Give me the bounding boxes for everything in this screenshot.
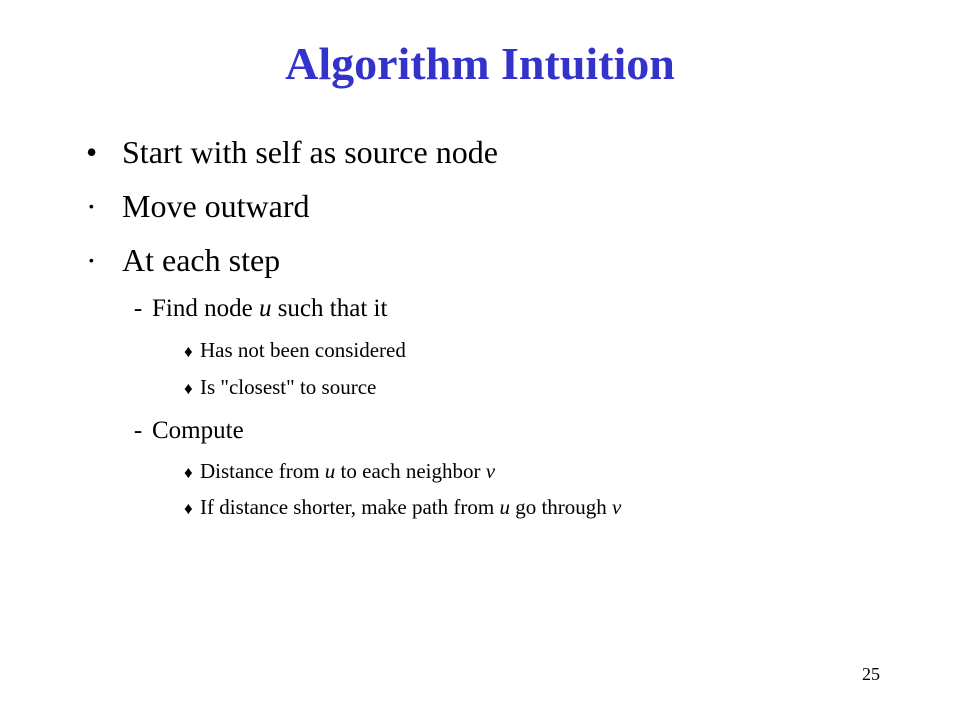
subbullet-text-part: Find node bbox=[152, 295, 259, 322]
diamond-item-not-considered bbox=[184, 337, 406, 365]
diamond-item-closest bbox=[184, 374, 376, 402]
subbullet-find-node bbox=[124, 294, 387, 324]
subbullet-text: Compute bbox=[152, 417, 244, 444]
diamond-item-text: Is "closest" to source bbox=[200, 375, 377, 399]
diamond-item-text: Has not been considered bbox=[200, 338, 406, 362]
diamond-icon: ♦ bbox=[184, 463, 193, 482]
diamond-icon: ♦ bbox=[184, 499, 193, 518]
dash-marker: - bbox=[133, 417, 143, 444]
bullet-move-outward bbox=[86, 187, 310, 225]
bullet-marker: • bbox=[86, 134, 98, 170]
diamond-item-text-part: go through bbox=[509, 495, 613, 519]
dash-marker: - bbox=[133, 295, 143, 322]
subbullet-text-part: such that it bbox=[271, 295, 388, 322]
bullet-marker: · bbox=[86, 188, 97, 224]
variable-v: v bbox=[485, 459, 496, 483]
diamond-item-text-part: to each neighbor bbox=[335, 459, 486, 483]
variable-u: u bbox=[324, 459, 336, 483]
variable-u: u bbox=[258, 295, 272, 322]
bullet-text: Move outward bbox=[122, 188, 310, 224]
bullet-start-with-self bbox=[86, 133, 498, 171]
diamond-icon: ♦ bbox=[184, 379, 193, 398]
bullet-at-each-step bbox=[86, 241, 280, 279]
variable-u: u bbox=[499, 495, 510, 519]
diamond-item-if-shorter bbox=[184, 494, 621, 522]
slide-title: Algorithm Intuition bbox=[285, 38, 675, 89]
diamond-item-text-part: Distance from bbox=[200, 459, 325, 483]
diamond-item-text-part: If distance shorter, make path from bbox=[200, 495, 500, 519]
bullet-text: Start with self as source node bbox=[122, 134, 498, 170]
bullet-marker: · bbox=[86, 242, 97, 278]
diamond-item-distance bbox=[184, 458, 495, 486]
subbullet-compute bbox=[124, 416, 244, 446]
page-number: 25 bbox=[862, 664, 880, 684]
variable-v: v bbox=[612, 495, 622, 519]
diamond-icon: ♦ bbox=[184, 342, 193, 361]
bullet-text: At each step bbox=[122, 242, 281, 278]
